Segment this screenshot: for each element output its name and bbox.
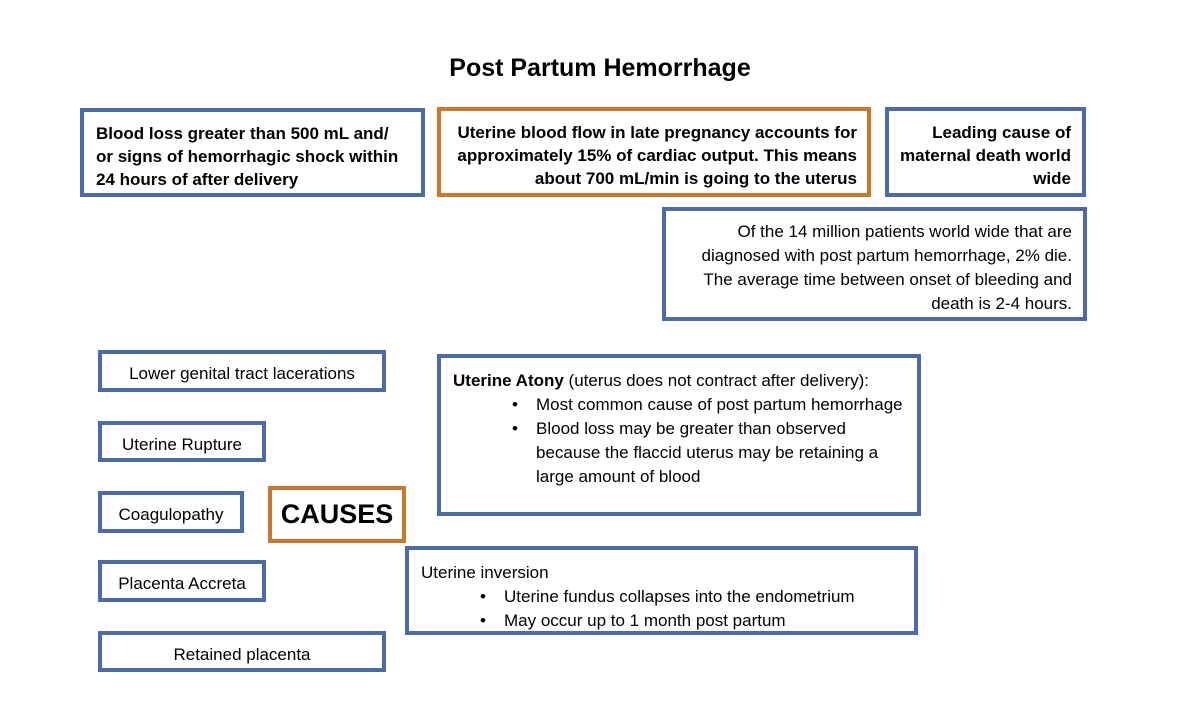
atony-heading: Uterine Atony [453,371,564,390]
cause-label: Coagulopathy [118,505,224,524]
page-title: Post Partum Hemorrhage [449,54,751,82]
atony-bullet: • Most common cause of post partum hemorrhage [536,393,905,417]
inversion-bullets [504,585,902,633]
cause-label: Lower genital tract lacerations [129,364,355,383]
definition-text: Blood loss greater than 500 mL and/ or signs of hemorrhagic shock within 24 hours of after delivery [96,124,399,189]
statistics-box [662,207,1087,321]
definition-box [80,108,425,197]
cause-placenta-accreta [98,560,266,602]
inversion-bullet: • May occur up to 1 month post partum [504,609,902,633]
cause-lacerations [98,350,386,392]
cause-label: Retained placenta [173,645,311,664]
atony-heading-rest: (uterus does not contract after delivery): [563,371,870,390]
blood-flow-text: Uterine blood flow in late pregnancy accounts for approximately 15% of cardiac output. This means about 700 mL/min is going to the uterus [457,123,857,188]
inversion-heading: Uterine inversion [421,563,549,582]
cause-retained-placenta [98,631,386,672]
causes-label: CAUSES [280,499,394,529]
atony-heading-line [453,369,905,393]
cause-label: Uterine Rupture [121,435,242,454]
uterine-inversion-box [405,546,918,635]
blood-flow-box [437,107,871,197]
uterine-atony-box [437,354,921,516]
atony-bullet: • Blood loss may be greater than observed because the flaccid uterus may be retaining a large amount of blood [536,417,905,489]
causes-label-box [268,486,406,543]
cause-uterine-rupture [98,421,266,462]
cause-coagulopathy [98,491,244,533]
statistics-text: Of the 14 million patients world wide that are diagnosed with post partum hemorrhage, 2% die. The average time between onset of bleeding and death is 2-4 hours. [701,222,1072,313]
atony-bullets [536,393,905,489]
cause-label: Placenta Accreta [118,574,246,593]
inversion-bullet: • Uterine fundus collapses into the endometrium [504,585,902,609]
leading-cause-box [885,107,1086,197]
leading-cause-text: Leading cause of maternal death world wide [900,123,1071,188]
